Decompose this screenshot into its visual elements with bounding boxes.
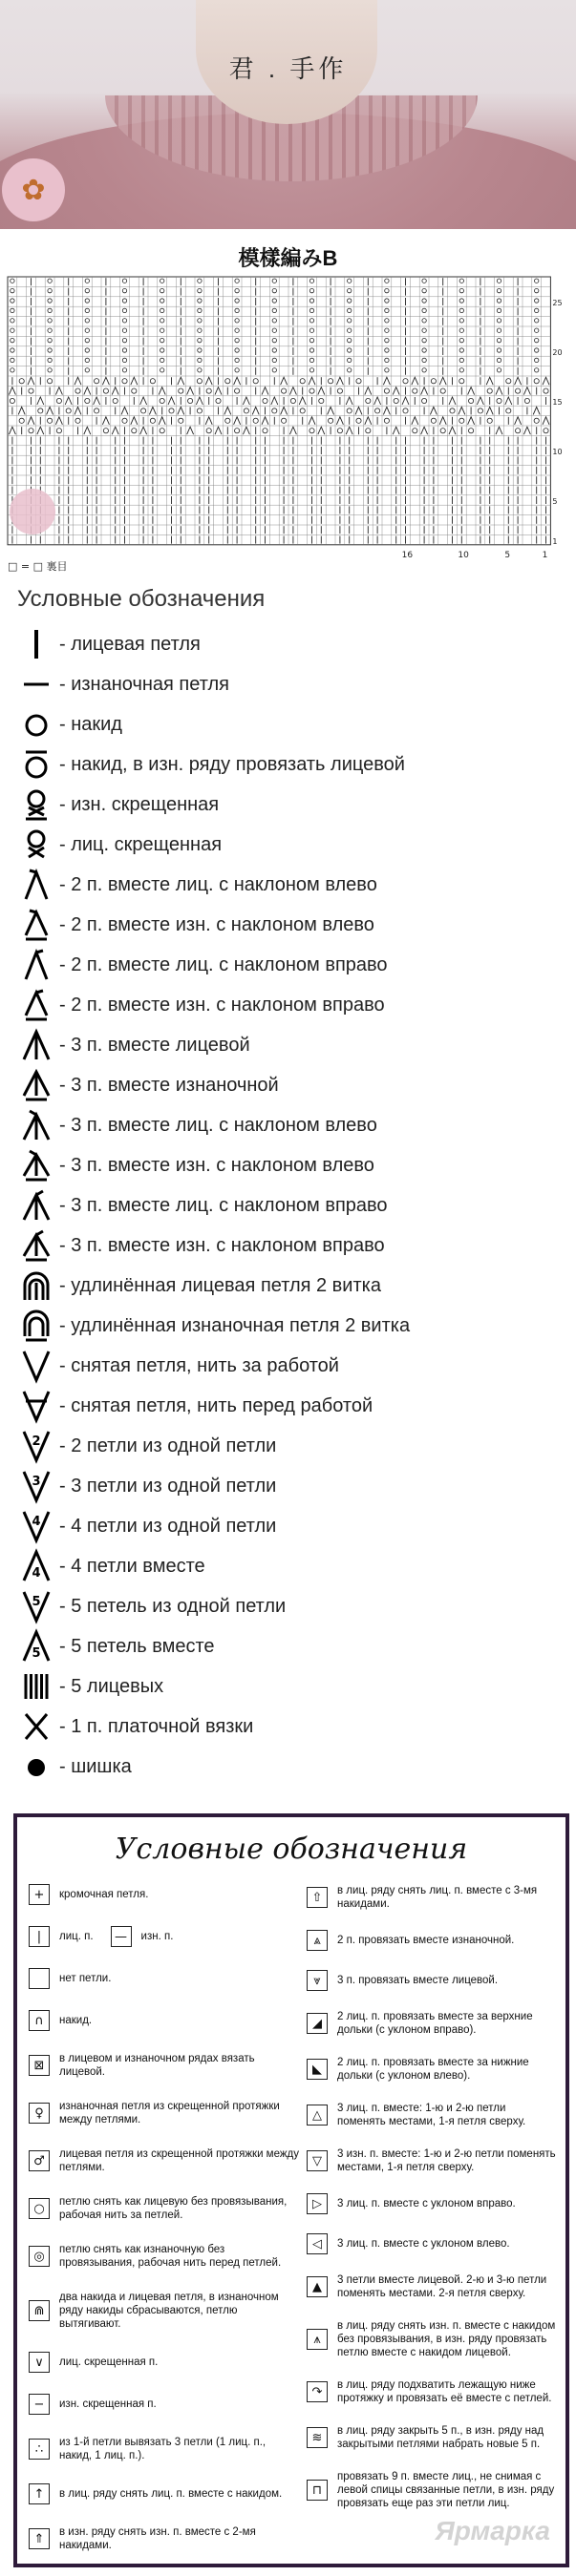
- legend-item-text: - 4 петли вместе: [59, 1555, 205, 1577]
- legend-box-item-text: в лиц. ряду закрыть 5 п., в изн. ряду над закрытыми петлями набрать новые 5 п.: [337, 2425, 544, 2450]
- inc3-icon: [13, 1466, 59, 1506]
- photo-title: 君 . 手作: [228, 54, 348, 83]
- elongated-knit-icon: [13, 1266, 59, 1306]
- p2tog-left-icon: [13, 905, 59, 945]
- legend-item-text: - 1 п. платочной вязки: [59, 1715, 254, 1737]
- legend-item: [13, 1666, 567, 1707]
- legend-box-symbol-icon: ∨: [29, 2352, 50, 2373]
- legend-item: [13, 1546, 567, 1586]
- legend-box-item: [307, 1970, 557, 1991]
- legend-box-item: [29, 2195, 301, 2222]
- legend-item: [13, 624, 567, 664]
- legend-box-item-text: провязать 9 п. вместе лиц., не снимая с левой спицы связанные петли, в изн. ряду провязать еще раз эти петли лиц.: [337, 2471, 555, 2509]
- legend-box-item-text: 3 лиц. п. вместе с уклоном вправо.: [337, 2198, 516, 2209]
- legend-item: [13, 1586, 567, 1626]
- legend-box-symbol-icon: ◁: [307, 2233, 328, 2254]
- legend-box-item-text: кромочная петля.: [59, 1889, 149, 1900]
- legend-item-text: - изнаночная петля: [59, 673, 229, 695]
- legend-box-symbol-icon: —: [111, 1926, 132, 1947]
- legend-item: [13, 1145, 567, 1185]
- legend-box-item-text: 3 петли вместе лицевой. 2-ю и 3-ю петли поменять местами. 2-я петля сверху.: [337, 2274, 547, 2299]
- legend-item-text: - снятая петля, нить за работой: [59, 1354, 339, 1376]
- legend-item-text: - 3 п. вместе изн. с наклоном влево: [59, 1154, 374, 1176]
- legend-item: [13, 905, 567, 945]
- legend-box-item-text: изн. скрещенная п.: [59, 2398, 157, 2410]
- twisted-purl-icon: [13, 785, 59, 825]
- legend-item: [13, 1426, 567, 1466]
- slip-back-icon: [13, 1346, 59, 1386]
- legend-item-text: - 5 петель из одной петли: [59, 1595, 287, 1617]
- legend-box-item-text: лиц. п.: [59, 1931, 94, 1942]
- legend-item-text: - удлинённая изнаночная петля 2 витка: [59, 1314, 411, 1336]
- legend-list: [13, 624, 567, 1787]
- legend-item-text: - накид: [59, 713, 122, 735]
- legend-box-item: [307, 2233, 557, 2254]
- five-knit-icon: [13, 1666, 59, 1707]
- legend-box-symbol-icon: ⩔: [307, 1970, 328, 1991]
- purl-stitch-icon: [13, 664, 59, 704]
- legend-box-symbol-icon: ⇑: [29, 2528, 50, 2549]
- knitting-chart: [6, 273, 571, 584]
- svg-text:4: 4: [32, 1515, 41, 1529]
- legend-item: [13, 1185, 567, 1225]
- k3tog-icon: [13, 1025, 59, 1065]
- legend-box-symbol-icon: ⋒: [29, 2300, 50, 2321]
- chart-row-label: 1: [552, 536, 558, 546]
- legend-box-item-text: 2 лиц. п. провязать вместе за нижние дольки (с уклоном влево).: [337, 2057, 529, 2082]
- legend-box-item: [307, 2010, 557, 2037]
- legend-box-item-text: петлю снять как изнаночную без провязывания, рабочая нить перед петлей.: [59, 2244, 282, 2269]
- legend-item-text: - удлинённая лицевая петля 2 витка: [59, 1274, 381, 1296]
- svg-text:3: 3: [32, 1475, 41, 1489]
- legend-box-item-text: лицевая петля из скрещенной протяжки между петлями.: [59, 2148, 300, 2173]
- legend-box-item-text: нет петли.: [59, 1973, 112, 1984]
- legend-item-text: - 2 п. вместе изн. с наклоном вправо: [59, 994, 385, 1016]
- legend-box-item-text: в лиц. ряду снять лиц. п. вместе с накидом.: [59, 2488, 283, 2500]
- chart-row-label: 25: [552, 299, 563, 308]
- p3tog-left-icon: [13, 1145, 59, 1185]
- legend-box-symbol-icon: ▽: [307, 2150, 328, 2171]
- legend-item-text: - 3 п. вместе лиц. с наклоном влево: [59, 1114, 377, 1136]
- legend-item-text: - 5 петель вместе: [59, 1635, 215, 1657]
- legend-box-item: [307, 1930, 557, 1951]
- p3tog-icon: [13, 1065, 59, 1105]
- legend-box-item-text: изнаночная петля из скрещенной протяжки между петлями.: [59, 2101, 280, 2126]
- svg-text:5: 5: [32, 1646, 41, 1661]
- bobble-icon: [13, 1747, 59, 1787]
- legend-item-text: - 3 п. вместе изнаночной: [59, 1074, 279, 1096]
- legend-item: [13, 1306, 567, 1346]
- legend-box-item-text: в лицевом и изнаночном рядах вязать лицевой.: [59, 2053, 255, 2078]
- legend-box-symbol-icon: ♀: [29, 2103, 50, 2124]
- k3tog-right-icon: [13, 1185, 59, 1225]
- legend-box-item: [29, 2291, 301, 2331]
- p2tog-right-icon: [13, 985, 59, 1025]
- dec4-icon: [13, 1546, 59, 1586]
- legend-box-item: [29, 2483, 301, 2504]
- legend-box-item: [29, 2436, 301, 2462]
- chart-col-label: 1: [542, 550, 548, 560]
- legend-box-item: [29, 2052, 301, 2079]
- yarn-over-icon: [13, 704, 59, 744]
- legend-box-symbol-icon: ◢: [307, 2013, 328, 2034]
- legend-box-symbol-icon: +: [29, 1884, 50, 1905]
- legend-box-item: [307, 2378, 557, 2405]
- legend-box-item: [307, 2193, 557, 2214]
- legend-item: [13, 664, 567, 704]
- legend-box-item-text: в изн. ряду снять изн. п. вместе с 2-мя накидами.: [59, 2526, 256, 2551]
- legend-item: [13, 1266, 567, 1306]
- legend-box-item: [29, 2243, 301, 2270]
- slip-front-icon: [13, 1386, 59, 1426]
- legend-box-item-text: 3 изн. п. вместе: 1-ю и 2-ю петли поменять местами, 1-я петля сверху.: [337, 2148, 556, 2173]
- legend-item: [13, 825, 567, 865]
- legend-box-item-text: в лиц. ряду подхватить лежащую ниже протяжку и провязать её вместе с петлей.: [337, 2379, 552, 2404]
- seal-icon: ✿: [2, 158, 65, 221]
- legend-item: [13, 1747, 567, 1787]
- legend-box-item-text: 3 п. провязать вместе лицевой.: [337, 1975, 499, 1986]
- legend-item-text: - 4 петли из одной петли: [59, 1515, 277, 1537]
- dec5-icon: [13, 1626, 59, 1666]
- chart-row-label: 20: [552, 348, 563, 358]
- legend-box-subitem: [111, 1926, 174, 1947]
- garter-icon: [13, 1707, 59, 1747]
- legend-box-item-text: в лиц. ряду снять лиц. п. вместе с 3-мя накидами.: [337, 1885, 538, 1910]
- legend-box-item: [29, 2147, 301, 2174]
- legend-item-text: - изн. скрещенная: [59, 793, 220, 815]
- yarn-over-knit-icon: [13, 744, 59, 785]
- legend-box-item: [29, 2394, 301, 2415]
- legend-item-text: - снятая петля, нить перед работой: [59, 1394, 373, 1416]
- legend-item: [13, 1386, 567, 1426]
- twisted-knit-icon: [13, 825, 59, 865]
- legend-box-item: [29, 2352, 301, 2373]
- legend-box-item: [307, 2102, 557, 2128]
- k3tog-left-icon: [13, 1105, 59, 1145]
- legend-box-symbol-icon: ○: [29, 2198, 50, 2219]
- legend-item-text: - 5 лицевых: [59, 1675, 164, 1697]
- legend-item: [13, 945, 567, 985]
- legend-item-text: - 3 п. вместе лиц. с наклоном вправо: [59, 1194, 388, 1216]
- chart-row-label: 15: [552, 398, 563, 408]
- legend-box-item: [307, 2424, 557, 2451]
- legend-box-symbol-icon: ↑: [29, 2483, 50, 2504]
- chart-seal-icon: [10, 489, 55, 534]
- legend-box-item: [307, 2319, 557, 2359]
- legend-title: Условные обозначения: [17, 586, 266, 612]
- legend-box-item: [307, 1884, 557, 1911]
- legend-item-text: - накид, в изн. ряду провязать лицевой: [59, 753, 405, 775]
- legend-item: [13, 985, 567, 1025]
- elongated-purl-icon: [13, 1306, 59, 1346]
- legend-box-item-text: 3 лиц. п. вместе: 1-ю и 2-ю петли поменять местами, 1-я петля сверху.: [337, 2103, 526, 2127]
- inc4-icon: [13, 1506, 59, 1546]
- k2tog-left-icon: [13, 865, 59, 905]
- legend-box-symbol-icon: ≋: [307, 2427, 328, 2448]
- legend-box-item-text: 3 лиц. п. вместе с уклоном влево.: [337, 2238, 510, 2250]
- legend-box-item: [29, 2010, 301, 2031]
- legend-box-item-text: в лиц. ряду снять изн. п. вместе с накидом без провязывания, в изн. ряду провязать петлю вместе с накидом лицевой.: [337, 2320, 556, 2358]
- legend-box-symbol-icon: △: [307, 2105, 328, 2126]
- legend-box-item: [29, 1884, 301, 1905]
- legend-box-title: Условные обозначения: [115, 1833, 468, 1866]
- chart-col-label: 10: [458, 550, 469, 560]
- legend-box-item: [307, 2273, 557, 2300]
- legend-box-symbol-icon: ▲: [307, 2276, 328, 2297]
- legend-box-item: [307, 2056, 557, 2083]
- legend-item: [13, 1225, 567, 1266]
- legend-box-symbol-icon: ⇧: [307, 1887, 328, 1908]
- legend-item: [13, 1105, 567, 1145]
- legend-item: [13, 1506, 567, 1546]
- legend-item-text: - 2 п. вместе лиц. с наклоном вправо: [59, 953, 388, 975]
- legend-box-symbol-icon: ♂: [29, 2150, 50, 2171]
- legend-box-item-text: лиц. скрещенная п.: [59, 2356, 159, 2368]
- svg-text:4: 4: [32, 1566, 41, 1581]
- legend-item-text: - 2 п. вместе лиц. с наклоном влево: [59, 873, 377, 895]
- legend-box-symbol-icon: −: [29, 2394, 50, 2415]
- legend-item: [13, 865, 567, 905]
- chart-footer-note: □ = □ 裏目: [8, 559, 68, 573]
- sweater-photo: [0, 0, 576, 229]
- legend-box-symbol-icon: ⩓: [307, 1930, 328, 1951]
- legend-box-item: [29, 2525, 301, 2552]
- legend-box-symbol-icon: ⩚: [307, 2329, 328, 2350]
- legend-box-item: [29, 2100, 301, 2126]
- legend-box-item-text: петлю снять как лицевую без провязывания, рабочая нить за петлей.: [59, 2196, 288, 2221]
- legend-box-left-column: [29, 1884, 301, 2573]
- legend-box-right-column: [307, 1884, 557, 2529]
- legend-box-item-text: два накида и лицевая петля, в изнаночном ряду накиды сбрасываются, петлю вытягивают.: [59, 2292, 279, 2330]
- legend-box-symbol-icon: |: [29, 1926, 50, 1947]
- knit-stitch-icon: [13, 624, 59, 664]
- watermark: Ярмарка: [435, 2516, 550, 2545]
- svg-text:5: 5: [32, 1595, 41, 1609]
- chart-row-label: 5: [552, 497, 558, 507]
- legend-box-item: [29, 1968, 301, 1989]
- legend-item-text: - шишка: [59, 1755, 132, 1777]
- inc2-icon: [13, 1426, 59, 1466]
- legend-box-symbol-icon: [29, 1968, 50, 1989]
- legend-box: [13, 1813, 569, 2567]
- legend-box-symbol-icon: ⊠: [29, 2055, 50, 2076]
- legend-box-item-text: 2 лиц. п. провязать вместе за верхние дольки (с уклоном вправо).: [337, 2011, 533, 2036]
- legend-box-symbol-icon: ∴: [29, 2439, 50, 2460]
- legend-item: [13, 1626, 567, 1666]
- legend-item: [13, 1025, 567, 1065]
- legend-item: [13, 1466, 567, 1506]
- k2tog-right-icon: [13, 945, 59, 985]
- legend-box-item-text: накид.: [59, 2015, 93, 2026]
- legend-item-text: - 2 п. вместе изн. с наклоном влево: [59, 913, 374, 935]
- legend-item: [13, 1065, 567, 1105]
- legend-box-item: [307, 2470, 557, 2510]
- legend-item-text: - 3 п. вместе лицевой: [59, 1034, 250, 1056]
- legend-box-symbol-icon: ◎: [29, 2246, 50, 2267]
- legend-item-text: - 2 петли из одной петли: [59, 1435, 277, 1456]
- chart-title: 模樣編みB: [238, 246, 338, 270]
- legend-box-symbol-icon: ▷: [307, 2193, 328, 2214]
- legend-item-text: - 3 петли из одной петли: [59, 1475, 277, 1497]
- legend-item-text: - 3 п. вместе изн. с наклоном вправо: [59, 1234, 385, 1256]
- legend-box-item-text: из 1-й петли вывязать 3 петли (1 лиц. п., накид, 1 лиц. п.).: [59, 2437, 267, 2461]
- p3tog-right-icon: [13, 1225, 59, 1266]
- legend-box-symbol-icon: ↷: [307, 2381, 328, 2402]
- legend-box-item: [29, 1926, 301, 1947]
- inc5-icon: [13, 1586, 59, 1626]
- legend-box-item: [307, 2147, 557, 2174]
- legend-box-symbol-icon: ◣: [307, 2059, 328, 2080]
- legend-box-item-text: 2 п. провязать вместе изнаночной.: [337, 1935, 515, 1946]
- legend-box-symbol-icon: ⊓: [307, 2480, 328, 2501]
- chart-col-label: 5: [504, 550, 511, 560]
- legend-item: [13, 1707, 567, 1747]
- chart-row-label: 10: [552, 448, 563, 457]
- legend-item: [13, 1346, 567, 1386]
- legend-box-item-text: изн. п.: [140, 1931, 174, 1942]
- legend-item-text: - лиц. скрещенная: [59, 833, 223, 855]
- legend-item-text: - лицевая петля: [59, 633, 201, 655]
- legend-item: [13, 704, 567, 744]
- legend-box-symbol-icon: ∩: [29, 2010, 50, 2031]
- legend-item: [13, 744, 567, 785]
- legend-item: [13, 785, 567, 825]
- svg-text:2: 2: [32, 1435, 41, 1449]
- chart-col-label: 16: [401, 550, 414, 560]
